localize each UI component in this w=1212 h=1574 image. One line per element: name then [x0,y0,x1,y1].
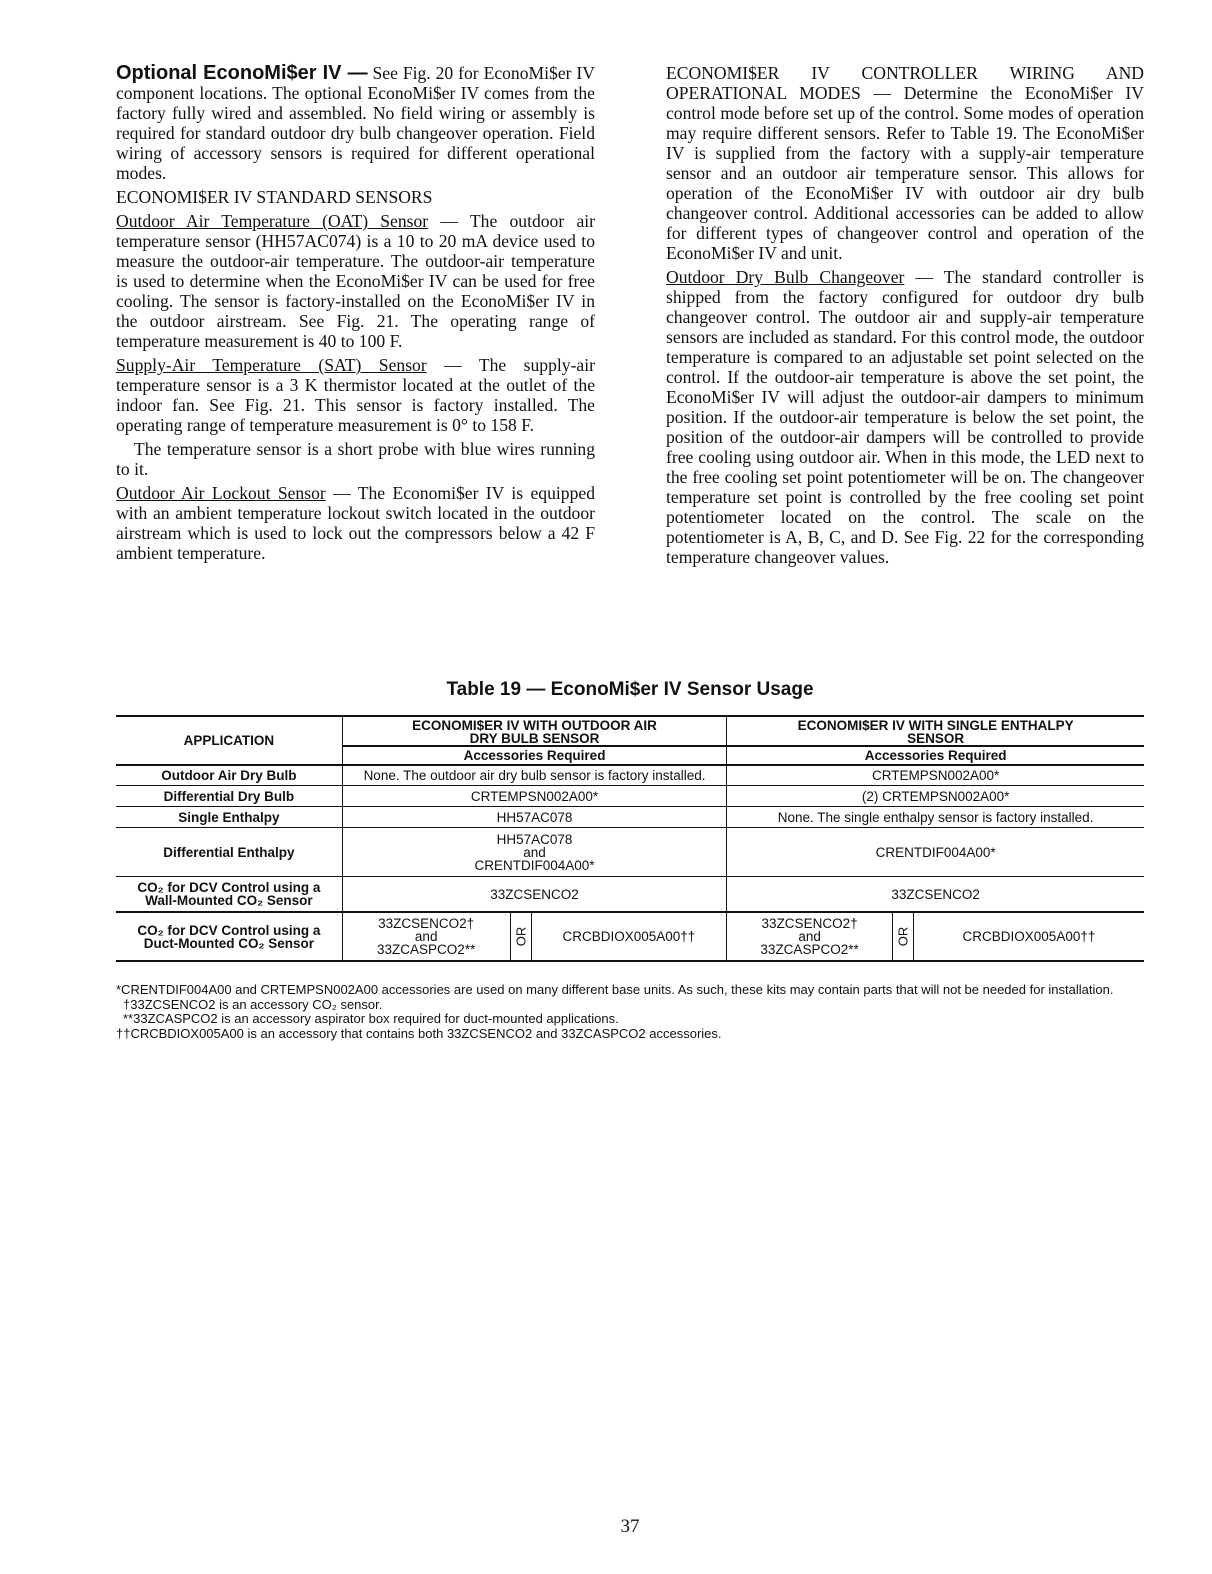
footnote: †33ZCSENCO2 is an accessory CO₂ sensor. [123,996,383,1012]
table-row: Differential Dry Bulb CRTEMPSN002A00* (2) CRTEMPSN002A00* [116,786,1144,807]
paragraph-probe: The temperature sensor is a short probe with blue wires running to it. [116,439,595,479]
section-title: Optional EconoMi$er IV — [116,62,368,84]
left-column [116,63,595,567]
page-number: 37 [620,1516,640,1537]
table-row: Single Enthalpy HH57AC078 None. The single enthalpy sensor is factory installed. [116,807,1144,828]
or-label: OR [895,926,911,947]
table-title: Table 19 — EconoMi$er IV Sensor Usage [446,679,814,700]
heading-standard-sensors: ECONOMI$ER IV STANDARD SENSORS [116,187,433,207]
footnote: **33ZCASPCO2 is an accessory aspirator box required for duct-mounted applications. [123,1011,619,1026]
paragraph-lockout-sensor: Outdoor Air Lockout Sensor — The Economi$er IV is equipped with an ambient temperature lockout switch located in the outdoor airstream which is used to lock out the compressors below a 42 F ambient temperature. [116,483,595,563]
paragraph-oat-sensor: Outdoor Air Temperature (OAT) Sensor — The outdoor air temperature sensor (HH57AC074) is a 10 to 20 mA device used to measure the outdoor-air temperature. The outdoor-air temperature is used to determine when the EconoMi$er IV can be used for free cooling. The sensor is factory-installed on the EconoMi$er IV in the outdoor airstream. See Fig. 21. The operating range of temperature measurement is 40 to 100 F. [116,211,595,351]
header-enthalpy: ECONOMI$ER IV WITH SINGLE ENTHALPY SENSOR [727,716,1144,746]
paragraph-sat-sensor: Supply-Air Temperature (SAT) Sensor — The supply-air temperature sensor is a 3 K thermistor located at the outlet of the indoor fan. See Fig. 21. This sensor is factory installed. The operating range of temperature measurement is 0° to 158 F. [116,355,595,435]
paragraph-controller-wiring: ECONOMI$ER IV CONTROLLER WIRING AND OPERATIONAL MODES — Determine the EconoMi$er IV control mode before set up of the control. Some modes of operation may require different sensors. Refer to Table 19. The EconoMi$er IV is supplied from the factory with a supply-air temperature sensor and an outdoor air temperature sensor. This allows for operation of the EconoMi$er IV with outdoor air dry bulb changeover control. Additional accessories can be added to allow for different types of changeover control and operation of the EconoMi$er IV and unit. [666,63,1144,263]
paragraph-optional-economiser: Optional EconoMi$er IV — See Fig. 20 for EconoMi$er IV component locations. The optional EconoMi$er IV comes from the factory fully wired and assembled. No field wiring or assembly is required for standard outdoor dry bulb changeover operation. Field wiring of accessory sensors is required for different operational modes. [116,62,595,183]
table-footnotes [116,983,1144,1041]
table-row: Outdoor Air Dry Bulb None. The outdoor air dry bulb sensor is factory installed. CRTEMPSN002A00* [116,765,1144,786]
header-application: APPLICATION [116,716,342,765]
or-label: OR [513,926,529,947]
sensor-usage-table [116,715,1144,962]
table-header-row [116,716,1144,746]
right-column [666,63,1144,571]
subheader-accessories-dry: Accessories Required [342,746,726,765]
footnote: ††CRCBDIOX005A00 is an accessory that contains both 33ZCSENCO2 and 33ZCASPCO2 accessories. [116,1025,722,1041]
header-dry-bulb: ECONOMI$ER IV WITH OUTDOOR AIR DRY BULB SENSOR [342,716,726,746]
footnote: *CRENTDIF004A00 and CRTEMPSN002A00 accessories are used on many different base units. As such, these kits may contain parts that will not be needed for installation. [116,982,1114,997]
table-row: CO₂ for DCV Control using a Wall-Mounted CO₂ Sensor 33ZCSENCO2 33ZCSENCO2 [116,877,1144,913]
table-row: CO₂ for DCV Control using a Duct-Mounted CO₂ Sensor 33ZCSENCO2† and 33ZCASPCO2** OR CRCBDIOX005A00†† 33ZCSENCO2† and 33ZCASPCO2** OR CRCBDIOX005A00†† [116,912,1144,961]
table-row: Differential Enthalpy HH57AC078 and CRENTDIF004A00* CRENTDIF004A00* [116,828,1144,877]
paragraph-dry-bulb-changeover: Outdoor Dry Bulb Changeover — The standard controller is shipped from the factory configured for outdoor dry bulb changeover control. The outdoor air and supply-air temperature sensors are included as standard. For this control mode, the outdoor temperature is compared to an adjustable set point selected on the control. If the outdoor-air temperature is above the set point, the EconoMi$er IV will adjust the outdoor-air dampers to minimum position. If the outdoor-air temperature is below the set point, the position of the outdoor-air dampers will be controlled to provide free cooling using outdoor air. When in this mode, the LED next to the free cooling set point potentiometer will be on. The changeover temperature set point is controlled by the free cooling set point potentiometer located on the control. The scale on the potentiometer is A, B, C, and D. See Fig. 22 for the corresponding temperature changeover values. [666,267,1145,567]
subheader-accessories-enthalpy: Accessories Required [727,746,1144,765]
